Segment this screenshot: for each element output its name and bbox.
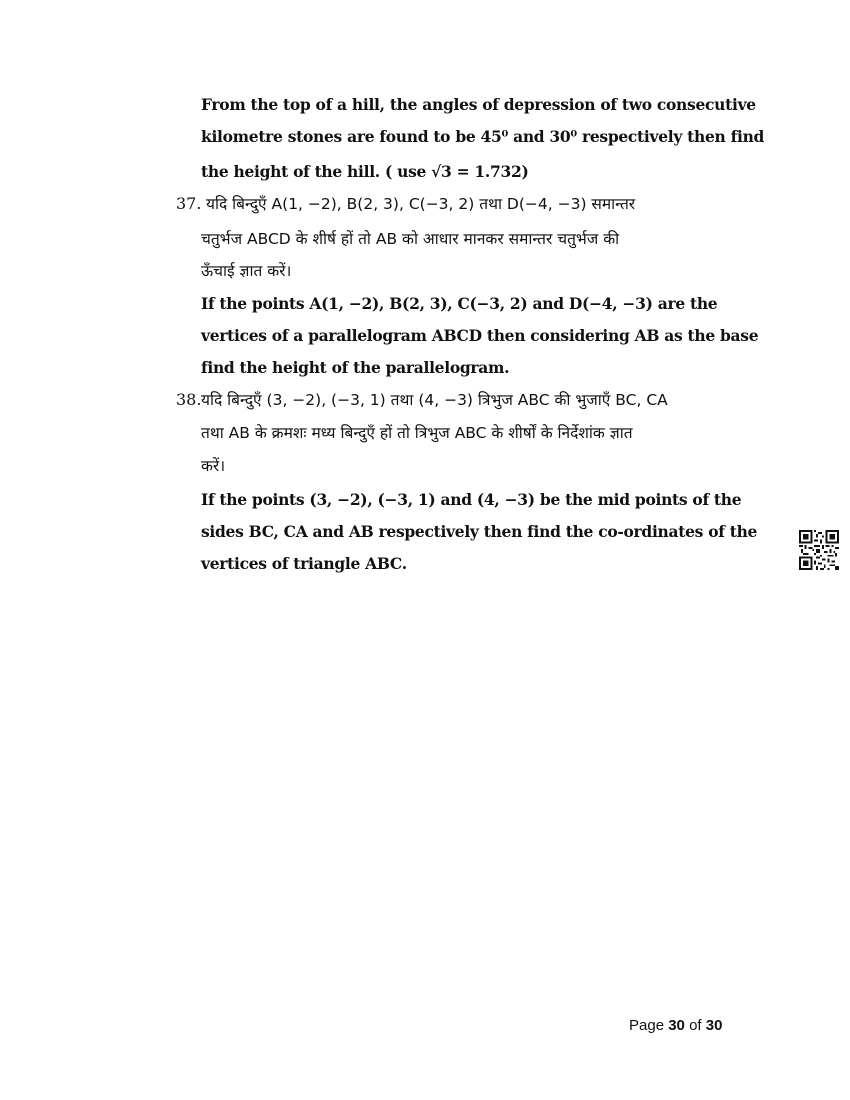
page-current: 30 [668,1017,685,1034]
q37-number: 37. [176,194,202,213]
q36-english-line-3: the height of the hill. ( use √3 = 1.732) [201,162,529,181]
q36-english-line-2: kilometre stones are found to be 45⁰ and 30⁰ respectively then find [201,127,765,146]
q38-english-line-3: vertices of triangle ABC. [201,554,407,573]
q38-hindi-line-2: तथा AB के क्रमशः मध्य बिन्दुएँ हों तो त्रिभुज ABC के शीर्षों के निर्देशांक ज्ञात [201,424,633,442]
page-number [629,1017,722,1034]
q37-hindi-line-1: यदि बिन्दुएँ A(1, −2), B(2, 3), C(−3, 2) तथा D(−4, −3) समान्तर [206,195,636,213]
q37-english-line-3: find the height of the parallelogram. [201,358,510,377]
q36-english-line-1: From the top of a hill, the angles of depression of two consecutive [201,95,756,114]
q38-english-line-2: sides BC, CA and AB respectively then find the co-ordinates of the [201,522,758,541]
q37-english-line-2: vertices of a parallelogram ABCD then considering AB as the base [201,326,759,345]
page-total: 30 [705,1017,723,1034]
q38-hindi-line-1: यदि बिन्दुएँ (3, −2), (−3, 1) तथा (4, −3) त्रिभुज ABC की भुजाएँ BC, CA [201,391,668,409]
qr-code-icon [799,530,839,570]
q38-number: 38. [176,390,202,409]
page-of-word: of [689,1017,702,1034]
q37-english-line-1: If the points A(1, −2), B(2, 3), C(−3, 2) and D(−4, −3) are the [201,294,718,313]
q38-english-line-1: If the points (3, −2), (−3, 1) and (4, −3) be the mid points of the [201,490,742,509]
q38-hindi-line-3: करें। [201,457,226,475]
page-word: Page [629,1017,665,1034]
q37-hindi-line-2: चतुर्भज ABCD के शीर्ष हों तो AB को आधार मानकर समान्तर चतुर्भज की [201,230,620,248]
q37-hindi-line-3: ऊँचाई ज्ञात करें। [201,262,292,280]
